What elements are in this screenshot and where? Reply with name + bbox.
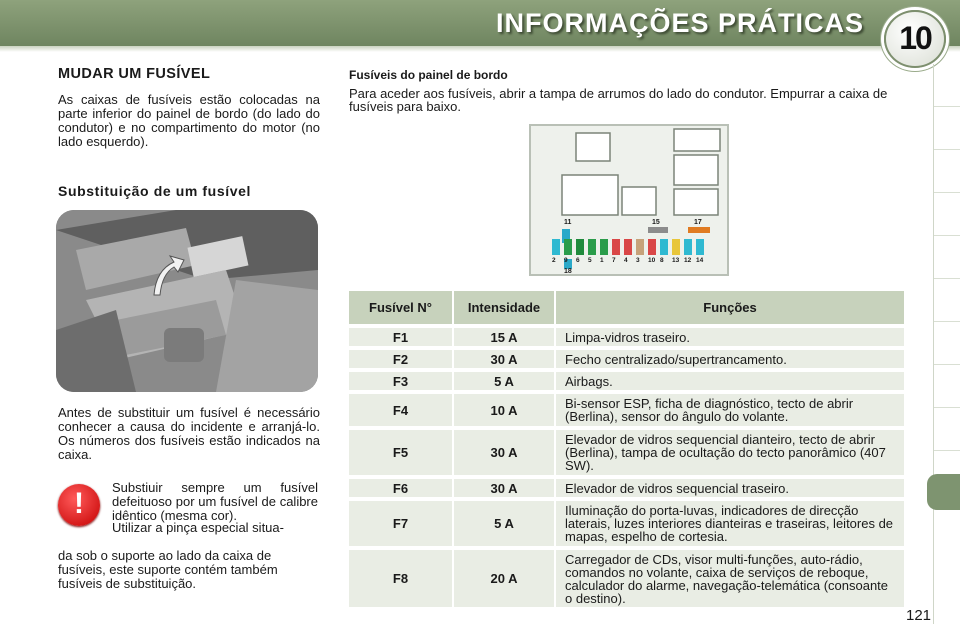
side-tab[interactable] [934, 193, 960, 236]
warning-paragraph: Substiuir sempre um fusível defeituoso por um fusível de calibre idêntico (mesma cor). [112, 480, 318, 523]
fuse-label: 14 [696, 257, 704, 264]
side-tab[interactable] [934, 279, 960, 322]
fuse-intensity: 5 A [454, 501, 554, 546]
chapter-number: 10 [899, 20, 931, 56]
fuse-intensity: 20 A [454, 550, 554, 607]
fuse-label: 2 [552, 257, 556, 264]
fuse-number: F7 [349, 501, 452, 546]
warning-icon: ! [58, 484, 100, 526]
table-row [349, 550, 904, 607]
intro-paragraph: As caixas de fusíveis estão colocadas na parte inferior do painel de bordo (do lado do condutor) e no compartimento do motor (no lado esquerdo). [58, 92, 320, 149]
table-row [349, 328, 904, 346]
fuse-label: 6 [576, 257, 580, 264]
side-tab[interactable] [934, 408, 960, 451]
side-tab[interactable] [934, 107, 960, 150]
fuse-label-17: 17 [694, 219, 702, 226]
fuse-intensity: 30 A [454, 350, 554, 368]
section-heading: MUDAR UM FUSÍVEL [58, 66, 211, 82]
fuse-label: 5 [588, 257, 592, 264]
fuse-function: Elevador de vidros sequencial traseiro. [556, 479, 904, 497]
fuse-box-diagram [524, 121, 734, 281]
fuse-function: Limpa-vidros traseiro. [556, 328, 904, 346]
fuse-number: F6 [349, 479, 452, 497]
page-number: 121 [906, 607, 932, 624]
fuse-location-photo [56, 210, 318, 392]
fuse-label: 8 [660, 257, 664, 264]
column-header-intensity: Intensidade [454, 291, 554, 324]
fuse-function: Iluminação do porta-luvas, indicadores de direcção laterais, luzes interiores dianteiras e traseiras, leitores de mapas, espelho de cortesia. [556, 501, 904, 546]
page-title: INFORMAÇÕES PRÁTICAS [495, 8, 864, 38]
table-header-row [349, 291, 904, 324]
tweezers-paragraph-start: Utilizar a pinça especial situa- [112, 520, 284, 535]
fuse-label: 3 [636, 257, 640, 264]
fuse-intensity: 30 A [454, 430, 554, 475]
side-tabs [933, 64, 960, 624]
fuse-label: 12 [684, 257, 692, 264]
fuse-label: 10 [648, 257, 656, 264]
column-header-fuse: Fusível N° [349, 291, 452, 324]
fuse-label-11: 11 [564, 219, 572, 226]
table-row [349, 372, 904, 390]
fuse-number: F5 [349, 430, 452, 475]
fuse-bottom-labels [552, 257, 708, 264]
side-tab[interactable] [934, 150, 960, 193]
header-shadow [0, 46, 960, 52]
side-tab[interactable] [934, 365, 960, 408]
fuse-function: Airbags. [556, 372, 904, 390]
fuse-label: 13 [672, 257, 680, 264]
fuse-table [349, 291, 904, 611]
fuse-function: Bi-sensor ESP, ficha de diagnóstico, tecto de abrir (Berlina), sensor do ângulo do volante. [556, 394, 904, 426]
column-header-functions: Funções [556, 291, 904, 324]
fuse-label-15: 15 [652, 219, 660, 226]
fuse-label: 7 [612, 257, 616, 264]
tweezers-paragraph-continued: da sob o suporte ao lado da caixa de fusíveis, este suporte contém também fusíveis de substituição. [58, 548, 278, 591]
fuse-function: Carregador de CDs, visor multi-funções, auto-rádio, comandos no volante, caixa de serviços de reboque, calculador do alarme, navegação-telemática (consoante o destino). [556, 550, 904, 607]
fuse-label-18: 18 [564, 268, 572, 275]
fuse-intensity: 10 A [454, 394, 554, 426]
table-row [349, 501, 904, 546]
fuse-intensity: 30 A [454, 479, 554, 497]
table-row [349, 479, 904, 497]
fuse-number: F8 [349, 550, 452, 607]
dashboard-fuses-intro: Para aceder aos fusíveis, abrir a tampa de arrumos do lado do condutor. Empurrar a caixa de fusíveis para baixo. [349, 86, 888, 114]
fuse-number: F1 [349, 328, 452, 346]
before-replacing-paragraph: Antes de substituir um fusível é necessário conhecer a causa do incidente e arranjá-lo. Os números dos fusíveis estão indicados na caixa. [58, 405, 320, 462]
active-chapter-tab[interactable] [927, 474, 960, 510]
fuse-function: Elevador de vidros sequencial dianteiro, tecto de abrir (Berlina), tampa de ocultação do tecto panorâmico (407 SW). [556, 430, 904, 475]
table-row [349, 350, 904, 368]
side-tab[interactable] [934, 236, 960, 279]
fuse-intensity: 15 A [454, 328, 554, 346]
subsection-heading: Substituição de um fusível [58, 183, 251, 199]
side-tab[interactable] [934, 322, 960, 365]
fuse-intensity: 5 A [454, 372, 554, 390]
fuse-label: 1 [600, 257, 604, 264]
chapter-badge [884, 10, 946, 68]
dashboard-fuses-heading: Fusíveis do painel de bordo [349, 68, 508, 82]
side-tab[interactable] [934, 64, 960, 107]
table-row [349, 430, 904, 475]
fuse-number: F4 [349, 394, 452, 426]
fuse-label: 4 [624, 257, 628, 264]
fuse-label: 9 [564, 257, 568, 264]
fuse-number: F2 [349, 350, 452, 368]
fuse-number: F3 [349, 372, 452, 390]
table-row [349, 394, 904, 426]
fuse-function: Fecho centralizado/supertrancamento. [556, 350, 904, 368]
